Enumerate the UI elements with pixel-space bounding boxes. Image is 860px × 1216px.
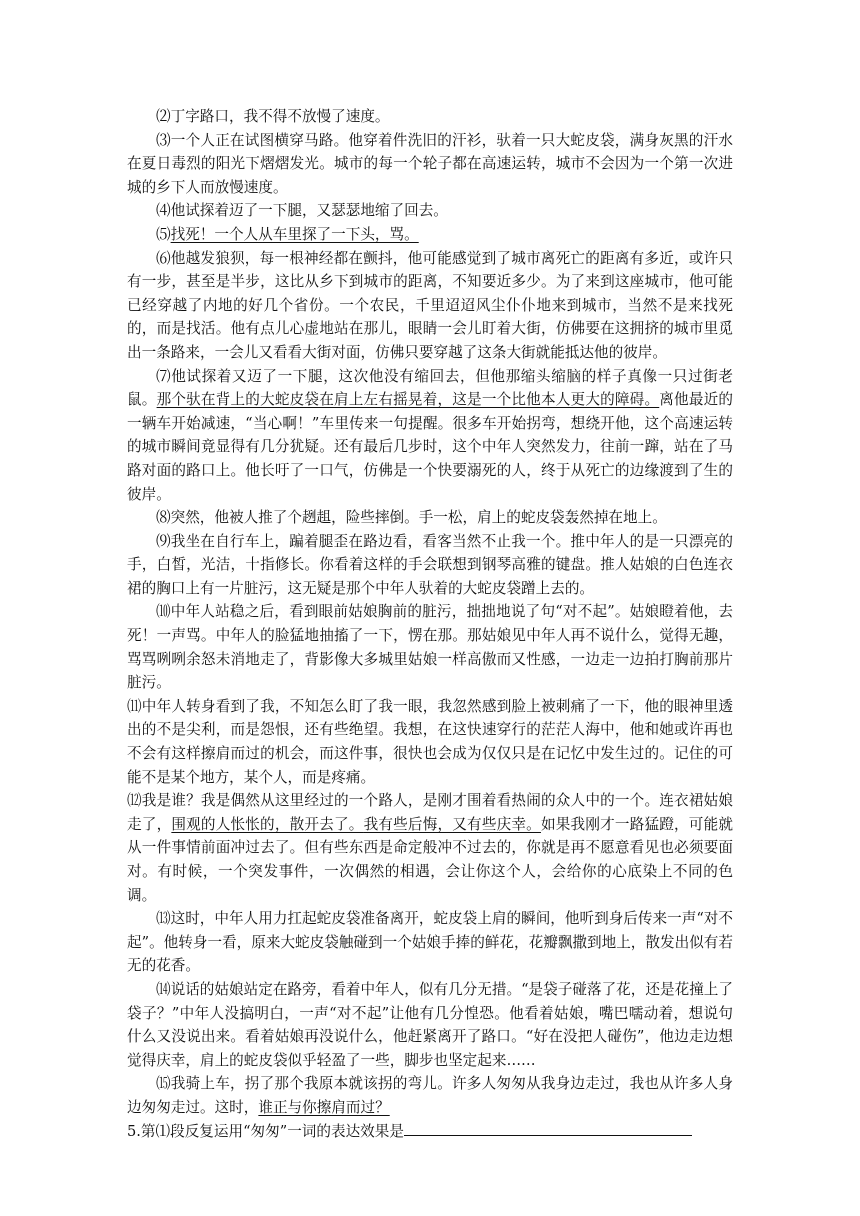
question-5 [127,1120,733,1144]
paragraph-12 [127,789,733,907]
paragraph-text: ⑿我是谁？我是偶然从这里经过的一个路人，是刚才围着看热闹的众人中的一个。连衣裙姑娘走了， [127,792,733,833]
paragraph-number: ⑸ [156,225,171,243]
paragraph-14: ⒁说话的姑娘站定在路旁，看着中年人，似有几分无措。“是袋子碰落了花，还是花撞上了袋子？”中年人没搞明白，一声“对不起”让他有几分惶恐。他看着姑娘，嘴巴嚅动着，想说句什么又没说出来。看着姑娘再没说什么，他赶紧离开了路口。“好在没把人碰伤”，他边走边想觉得庆幸，肩上的蛇皮袋似乎轻盈了一些，脚步也坚定起来…… [127,980,733,1069]
document-page [127,105,733,1143]
paragraph-13: ⒀这时，中年人用力扛起蛇皮袋准备离开，蛇皮袋上肩的瞬间，他听到身后传来一声“对不起”。他转身一看，原来大蛇皮袋触碰到一个姑娘手捧的鲜花，花瓣飘撒到地上，散发出似有若无的花香。 [127,910,733,975]
paragraph-6: ⑹他越发狼狈，每一根神经都在颤抖，他可能感觉到了城市离死亡的距离有多近，或许只有一步，甚至是半步，这比从乡下到城市的距离，不知要近多少。为了来到这座城市，他可能已经穿越了内地的好几个省份。一个农民，千里迢迢风尘仆仆地来到城市，当然不是来找死的，而是找活。他有点儿心虚地站在那儿，眼睛一会儿盯着大街，仿佛要在这拥挤的城市里觅出一条路来，一会儿又看看大街对面，仿佛只要穿越了这条大街就能抵达他的彼岸。 [127,249,733,361]
paragraph-8: ⑻突然，他被人推了个趔趄，险些摔倒。手一松，肩上的蛇皮袋轰然掉在地上。 [156,509,667,527]
answer-blank[interactable] [404,1121,692,1136]
paragraph-4: ⑷他试探着迈了一下腿，又瑟瑟地缩了回去。 [156,202,448,220]
question-text: 5.第⑴段反复运用“匆匆”一词的表达效果是 [127,1122,404,1140]
paragraph-10: ⑽中年人站稳之后，看到眼前姑娘胸前的脏污，拙拙地说了句“对不起”。姑娘瞪着他，去死！一声骂。中年人的脸猛地抽搐了一下，愣在那。那姑娘见中年人再不说什么，觉得无趣，骂骂咧咧余怒未消地走了，背影像大多城里姑娘一样高傲而又性感，一边走一边拍打胸前那片脏污。 [127,603,733,692]
underlined-sentence: 谁正与你擦肩而过？ [258,1098,390,1116]
paragraph-15 [127,1072,733,1119]
paragraph-text: ⑺他试探着又迈了一下腿，这次他没有缩回去，但他那缩头缩脑的样子真像一只过街老鼠。 [127,367,733,409]
paragraph-11: ⑾中年人转身看到了我，不知怎么盯了我一眼，我忽然感到脸上被刺痛了一下，他的眼神里透出的不是尖利，而是怨恨，还有些绝望。我想，在这快速穿行的茫茫人海中，他和她或许再也不会有这样擦肩而过的机会，而这件事，很快也会成为仅仅只是在记忆中发生过的。记住的可能不是某个地方，某个人，而是疼痛。 [127,697,733,786]
paragraph-3: ⑶一个人正在试图横穿马路。他穿着件洗旧的汗衫，驮着一只大蛇皮袋，满身灰黑的汗水在夏日毒烈的阳光下熠熠发光。城市的每一个轮子都在高速运转，城市不会因为一个第一次进城的乡下人而放慢速度。 [127,131,733,196]
paragraph-2: ⑵丁字路口，我不得不放慢了速度。 [156,108,390,125]
underlined-sentence: 围观的人怅怅的，散开去了。 [171,815,364,833]
paragraph-7 [127,365,733,507]
paragraph-text: 离他最近的一辆车开始减速，“当心啊！”车里传来一句提醒。很多车开始拐弯，想绕开他，这个高速运转的城市瞬间竟显得有几分犹疑。还有最后几步时，这个中年人突然发力，往前一蹿，站在了马路对面的路口上。他长吁了一口气，仿佛是一个快要溺死的人，终于从死亡的边缘渡到了生的彼岸。 [127,391,733,503]
underlined-sentence: 那个驮在背上的大蛇皮袋在肩上左右摇晃着，这是一个比他本人更大的障碍。 [156,391,660,409]
paragraph-text: 如果我刚才一路猛蹬，可能就从一件事情前面冲过去了。但有些东西是命定般冲不过去的，你就是再不愿意看见也必须要面对。有时候，一个突发事件，一次偶然的相遇，会让你这个人，会给你的心底染上不同的色调。 [127,815,733,904]
underlined-sentence: 我有些后悔，又有些庆幸。 [363,815,541,833]
underlined-sentence: 找死！一个人从车里探了一下头，骂。 [170,225,419,243]
paragraph-5 [127,223,733,247]
paragraph-9: ⑼我坐在自行车上，蹁着腿歪在路边看，看客当然不止我一个。推中年人的是一只漂亮的手，白皙，光洁，十指修长。你看着这样的手会联想到钢琴高雅的键盘。推人姑娘的白色连衣裙的胸口上有一片脏污，这无疑是那个中年人驮着的大蛇皮袋蹭上去的。 [127,532,733,597]
paragraph-text: ⒂我骑上车，拐了那个我原本就该拐的弯儿。许多人匆匆从我身边走过，我也从许多人身边匆匆走过。这时， [127,1075,733,1116]
